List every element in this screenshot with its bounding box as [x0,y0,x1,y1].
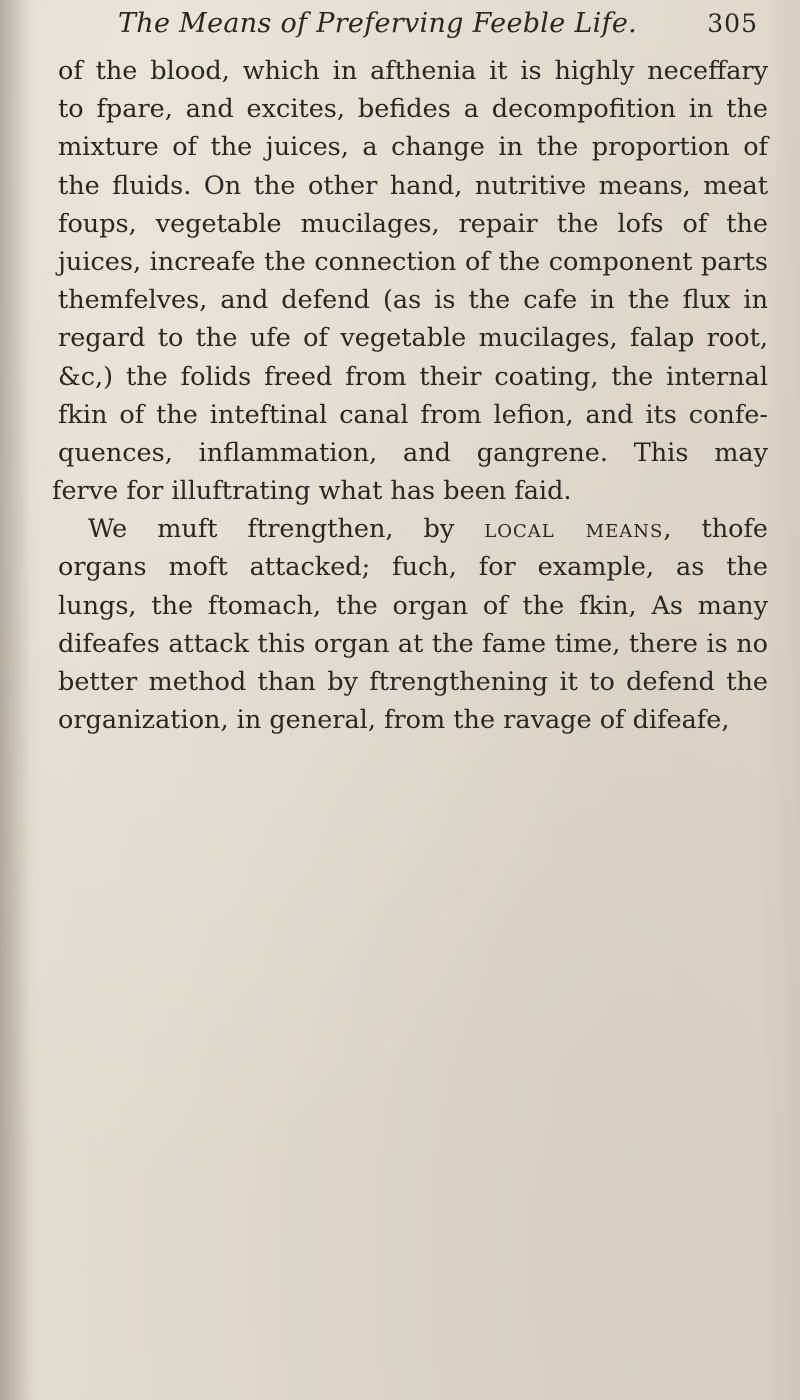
paragraph-first-line [58,510,768,548]
text-line: juices, increafe the connection of the component parts [58,246,768,277]
text-line: organs moft attacked; fuch, for example, as the [58,552,768,583]
text-line: themfelves, and defend (as is the cafe in the flux in [58,285,768,316]
page-number: 305 [707,9,758,38]
text-line: the fluids. On the other hand, nutritive means, meat [58,170,768,201]
small-caps-phrase: local means [484,514,664,545]
text-line: of the blood, which in afthenia it is highly neceffary [58,56,768,86]
text-run: We muft ftrengthen, by [88,514,485,545]
text-line: mixture of the juices, a change in the proportion of [58,132,768,163]
page-gutter-shadow [0,0,30,1400]
body-text [52,52,768,739]
text-line: difeafes attack this organ at the fame time, there is no [58,628,768,659]
running-head-title: The Means of Preferving Feeble Life. [118,8,638,39]
running-head [118,8,758,52]
paragraph-last-line: ferve for illuftrating what has been faid. [52,476,572,507]
text-line: lungs, the ftomach, the organ of the fkin, As many [58,590,768,621]
text-run: , thofe [663,514,768,545]
text-line: foups, vegetable mucilages, repair the lofs of the [58,208,768,239]
text-line: &c,) the folids freed from their coating, the internal [58,361,768,392]
text-line: fkin of the inteftinal canal from lefion, and its confe- [58,399,768,430]
text-line: organization, in general, from the ravage of difeafe, [58,705,730,736]
text-line: regard to the ufe of vegetable mucilages, falap root, [58,323,768,354]
text-line: better method than by ftrengthening it to defend the [58,667,768,697]
text-line: quences, inflammation, and gangrene. This may [58,437,768,468]
text-line: to fpare, and excites, befides a decompofition in the [58,94,768,125]
